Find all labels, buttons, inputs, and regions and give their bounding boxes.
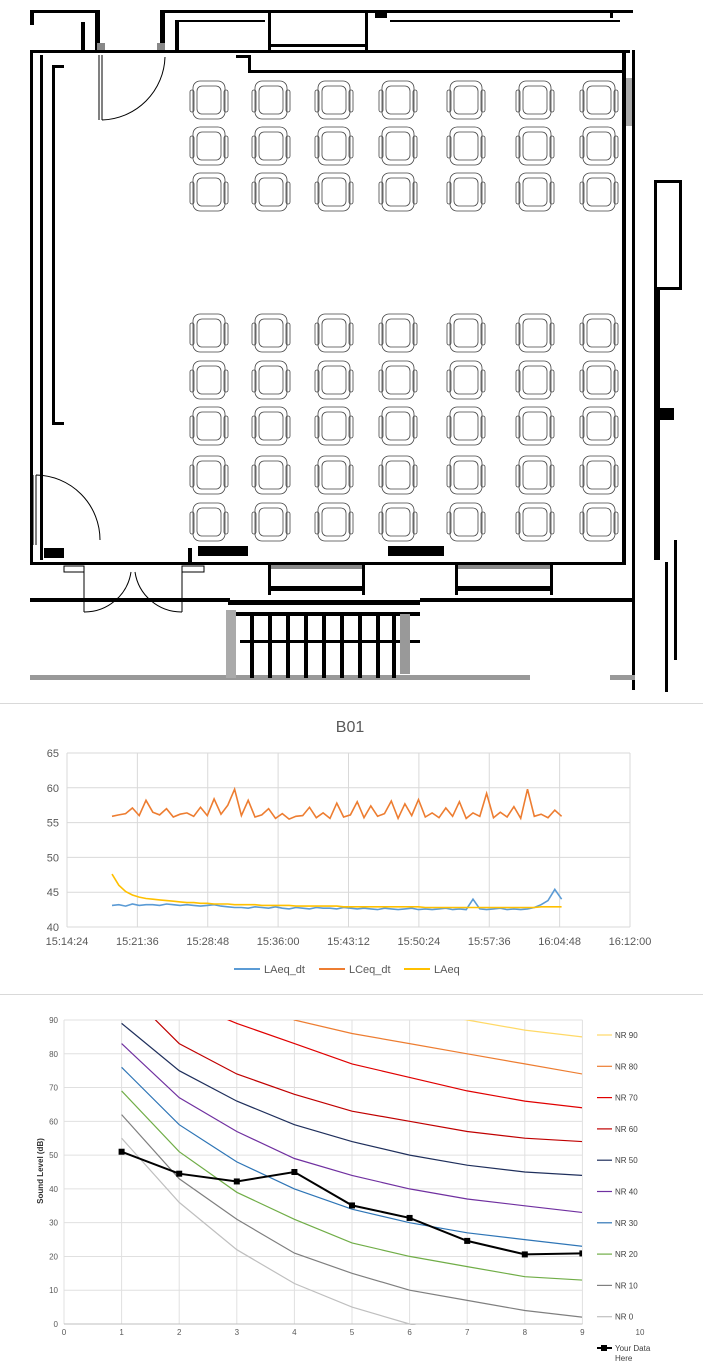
legend-item <box>319 964 391 976</box>
legend-label: Your Data <box>615 1344 651 1353</box>
legend-item <box>597 1094 638 1103</box>
seat <box>516 361 554 399</box>
data-point <box>119 1149 125 1155</box>
x-tick-labels <box>46 936 652 948</box>
x-tick-label: 15:28:48 <box>186 936 230 948</box>
seat <box>379 407 417 445</box>
seat <box>447 314 485 352</box>
seat <box>580 456 618 494</box>
data-point <box>349 1202 355 1208</box>
y-tick-label: 40 <box>46 922 59 934</box>
legend-item <box>597 1313 634 1322</box>
chart-gridlines <box>67 753 630 927</box>
seat <box>447 81 485 119</box>
legend-label: NR 30 <box>615 1218 638 1228</box>
y-tick-label: 90 <box>49 1016 58 1025</box>
legend-item <box>597 1188 638 1197</box>
data-point <box>407 1215 413 1221</box>
x-tick-labels <box>62 1328 645 1337</box>
legend-item <box>234 964 305 976</box>
chart-gridlines <box>64 1020 582 1324</box>
seat <box>580 503 618 541</box>
series-line-laeq <box>112 874 562 907</box>
legend-label: NR 70 <box>615 1093 638 1103</box>
seat <box>315 456 353 494</box>
seat <box>516 407 554 445</box>
legend-item <box>597 1281 638 1290</box>
y-tick-label: 55 <box>46 817 59 830</box>
legend-item <box>404 964 460 976</box>
y-tick-label: 80 <box>49 1049 58 1059</box>
y-tick-label: 60 <box>46 782 59 795</box>
legend-label: NR 60 <box>615 1124 638 1134</box>
y-tick-label: 60 <box>49 1117 58 1127</box>
y-tick-label: 0 <box>53 1320 58 1329</box>
seat <box>190 127 228 165</box>
legend-item <box>597 1031 638 1040</box>
y-tick-label: 50 <box>49 1151 58 1161</box>
seat <box>447 456 485 494</box>
chart-b01 <box>0 703 703 993</box>
y-tick-labels <box>49 1016 58 1329</box>
legend-label: LAeq_dt <box>264 964 305 976</box>
seat <box>190 173 228 211</box>
x-tick-label: 8 <box>522 1328 528 1337</box>
x-tick-label: 5 <box>349 1328 355 1337</box>
doors <box>33 55 204 612</box>
seat <box>190 361 228 399</box>
legend-item <box>597 1156 638 1165</box>
x-tick-label: 0 <box>61 1328 67 1337</box>
seat <box>190 314 228 352</box>
seat <box>516 503 554 541</box>
seat <box>315 361 353 399</box>
seat <box>379 127 417 165</box>
x-tick-label: 9 <box>580 1328 585 1337</box>
x-tick-label: 10 <box>635 1328 645 1337</box>
data-point <box>291 1169 297 1175</box>
x-tick-label: 2 <box>176 1328 182 1337</box>
seating-grid <box>190 81 618 541</box>
seat <box>190 503 228 541</box>
y-tick-label: 50 <box>46 852 59 865</box>
seat <box>252 361 290 399</box>
x-tick-label: 15:57:36 <box>467 936 511 948</box>
seat <box>379 503 417 541</box>
x-tick-label: 1 <box>119 1328 124 1337</box>
legend-item <box>597 1125 638 1134</box>
seat <box>379 456 417 494</box>
y-tick-label: 10 <box>49 1286 58 1296</box>
data-point <box>464 1238 470 1244</box>
y-tick-label: 40 <box>49 1184 58 1194</box>
seat <box>315 173 353 211</box>
legend-marker <box>601 1345 607 1351</box>
legend-label: NR 20 <box>615 1250 638 1260</box>
legend <box>597 1031 651 1363</box>
seat <box>447 127 485 165</box>
y-tick-label: 70 <box>49 1083 58 1093</box>
seat <box>315 81 353 119</box>
legend-label: NR 0 <box>615 1312 634 1322</box>
chart-title: B01 <box>335 719 365 736</box>
y-axis-label: Sound Level (dB) <box>36 1138 45 1204</box>
seat <box>447 503 485 541</box>
x-tick-label: 16:12:00 <box>608 936 652 948</box>
x-tick-label: 15:14:24 <box>45 936 89 948</box>
seat <box>190 456 228 494</box>
seat <box>516 173 554 211</box>
seat <box>580 127 618 165</box>
legend-label: NR 50 <box>615 1156 638 1166</box>
seat <box>190 81 228 119</box>
legend-label: NR 80 <box>615 1062 638 1072</box>
seat <box>516 456 554 494</box>
x-tick-label: 6 <box>407 1328 412 1337</box>
seat <box>190 407 228 445</box>
y-tick-label: 20 <box>49 1252 58 1262</box>
seat <box>580 81 618 119</box>
seat <box>252 407 290 445</box>
legend-item <box>597 1062 638 1071</box>
seat <box>379 81 417 119</box>
data-point <box>176 1171 182 1177</box>
seat <box>580 361 618 399</box>
seat <box>580 314 618 352</box>
seat <box>379 314 417 352</box>
seat <box>315 127 353 165</box>
seat <box>315 314 353 352</box>
x-tick-label: 4 <box>292 1328 297 1337</box>
seat <box>315 503 353 541</box>
seat <box>580 407 618 445</box>
x-tick-label: 15:21:36 <box>115 936 159 948</box>
legend-item <box>597 1250 638 1259</box>
seat <box>315 407 353 445</box>
seat <box>252 314 290 352</box>
legend-item <box>597 1219 638 1228</box>
series-line-lceq-dt <box>112 789 562 819</box>
legend-label: NR 10 <box>615 1281 638 1291</box>
x-tick-label: 16:04:48 <box>538 936 582 948</box>
seat <box>252 173 290 211</box>
walls <box>30 10 682 692</box>
seat <box>447 407 485 445</box>
x-tick-label: 15:50:24 <box>397 936 441 948</box>
seat <box>252 503 290 541</box>
y-tick-label: 65 <box>46 748 59 760</box>
legend-label: Here <box>615 1354 633 1363</box>
chart-noise-rating <box>0 995 703 1372</box>
y-tick-labels <box>47 748 59 934</box>
seat <box>580 173 618 211</box>
y-tick-label: 45 <box>46 887 59 900</box>
seat <box>379 361 417 399</box>
data-point <box>522 1251 528 1257</box>
legend-label: NR 90 <box>615 1031 638 1040</box>
seat <box>252 127 290 165</box>
x-tick-label: 3 <box>234 1328 240 1337</box>
seat <box>447 361 485 399</box>
seat <box>516 314 554 352</box>
x-tick-label: 15:36:00 <box>256 936 300 948</box>
seat <box>379 173 417 211</box>
x-tick-label: 15:43:12 <box>327 936 370 948</box>
seat <box>252 81 290 119</box>
legend-label: LAeq <box>434 964 460 976</box>
seat <box>447 173 485 211</box>
y-tick-label: 30 <box>49 1218 58 1228</box>
series-lines <box>112 789 562 909</box>
seat <box>252 456 290 494</box>
data-point <box>234 1178 240 1184</box>
legend-item <box>597 1344 651 1363</box>
legend-label: LCeq_dt <box>349 964 391 976</box>
legend-label: NR 40 <box>615 1187 638 1197</box>
legend <box>234 964 460 976</box>
x-tick-label: 7 <box>464 1328 470 1337</box>
seat <box>516 127 554 165</box>
seat <box>516 81 554 119</box>
